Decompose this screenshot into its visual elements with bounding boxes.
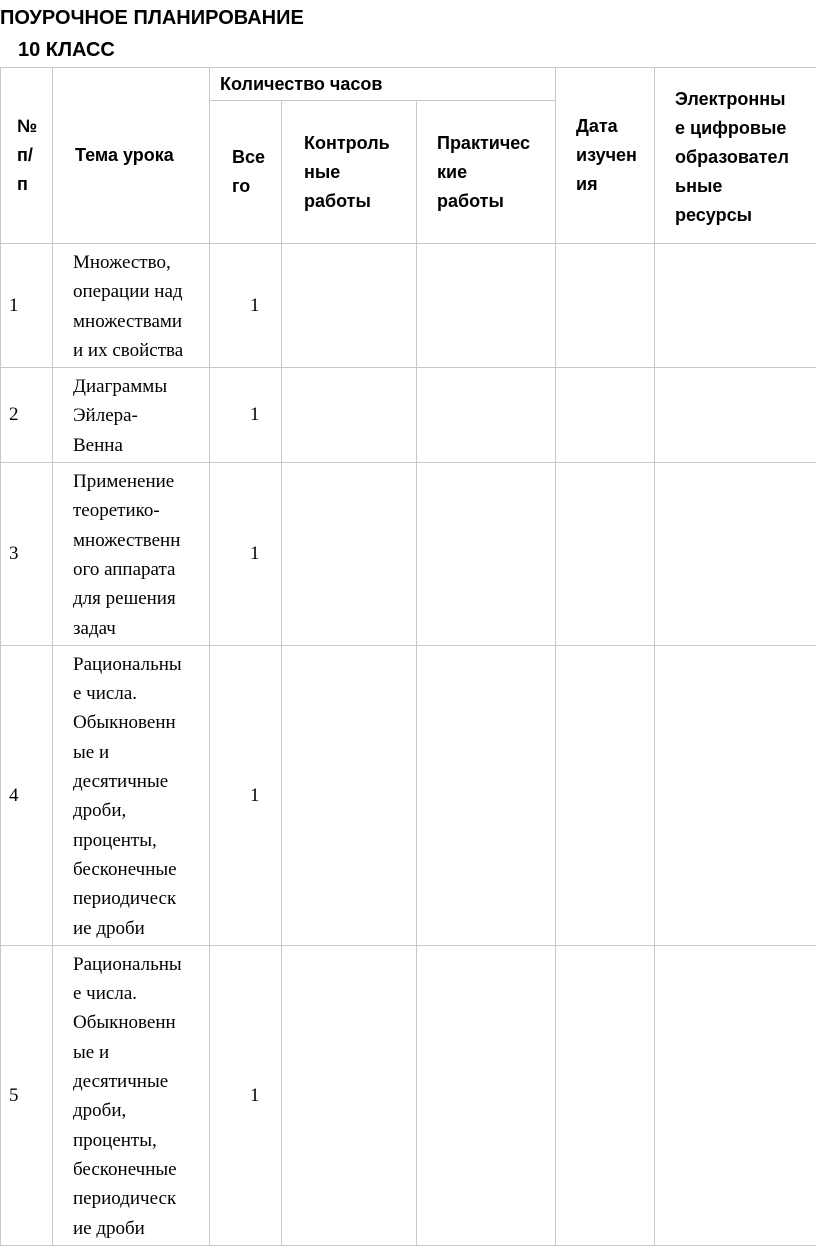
cell-number: 1 bbox=[1, 244, 53, 368]
table-header-row bbox=[1, 68, 816, 101]
cell-resources bbox=[655, 645, 816, 945]
cell-topic: Применение теоретико- множественн ого аппарата для решения задач bbox=[53, 463, 210, 646]
header-control: Контроль ные работы bbox=[282, 101, 417, 244]
cell-topic: Рациональны е числа. Обыкновенн ые и десятичные дроби, проценты, бесконечные периодическ ие дроби bbox=[53, 945, 210, 1245]
header-resources: Электронны е цифровые образовател ьные ресурсы bbox=[655, 68, 816, 244]
header-number: № п/ п bbox=[1, 68, 53, 244]
cell-topic: Рациональны е числа. Обыкновенн ые и десятичные дроби, проценты, бесконечные периодическ ие дроби bbox=[53, 645, 210, 945]
cell-date bbox=[556, 368, 655, 463]
cell-practical bbox=[417, 945, 556, 1245]
cell-number: 4 bbox=[1, 645, 53, 945]
page-title: ПОУРОЧНОЕ ПЛАНИРОВАНИЕ bbox=[0, 2, 816, 34]
cell-practical bbox=[417, 463, 556, 646]
page-subtitle: 10 КЛАСС bbox=[18, 34, 816, 66]
header-total: Все го bbox=[210, 101, 282, 244]
header-practical: Практичес кие работы bbox=[417, 101, 556, 244]
header-date: Дата изучен ия bbox=[556, 68, 655, 244]
cell-total: 1 bbox=[210, 463, 282, 646]
cell-date bbox=[556, 463, 655, 646]
cell-practical bbox=[417, 368, 556, 463]
cell-control bbox=[282, 645, 417, 945]
cell-number: 5 bbox=[1, 945, 53, 1245]
cell-practical bbox=[417, 244, 556, 368]
cell-resources bbox=[655, 244, 816, 368]
cell-practical bbox=[417, 645, 556, 945]
cell-resources bbox=[655, 463, 816, 646]
cell-total: 1 bbox=[210, 645, 282, 945]
cell-control bbox=[282, 244, 417, 368]
lesson-plan-table bbox=[0, 67, 816, 1246]
cell-total: 1 bbox=[210, 368, 282, 463]
table-row bbox=[1, 945, 816, 1245]
table-row bbox=[1, 244, 816, 368]
page-heading bbox=[0, 2, 816, 66]
table-row bbox=[1, 463, 816, 646]
cell-total: 1 bbox=[210, 244, 282, 368]
table-row bbox=[1, 368, 816, 463]
header-hours-group: Количество часов bbox=[210, 68, 556, 101]
cell-date bbox=[556, 945, 655, 1245]
cell-control bbox=[282, 368, 417, 463]
cell-total: 1 bbox=[210, 945, 282, 1245]
header-topic: Тема урока bbox=[53, 68, 210, 244]
cell-number: 3 bbox=[1, 463, 53, 646]
table-row bbox=[1, 645, 816, 945]
cell-date bbox=[556, 244, 655, 368]
cell-control bbox=[282, 463, 417, 646]
cell-resources bbox=[655, 368, 816, 463]
cell-topic: Диаграммы Эйлера- Венна bbox=[53, 368, 210, 463]
cell-control bbox=[282, 945, 417, 1245]
cell-resources bbox=[655, 945, 816, 1245]
cell-topic: Множество, операции над множествами и их свойства bbox=[53, 244, 210, 368]
cell-number: 2 bbox=[1, 368, 53, 463]
cell-date bbox=[556, 645, 655, 945]
